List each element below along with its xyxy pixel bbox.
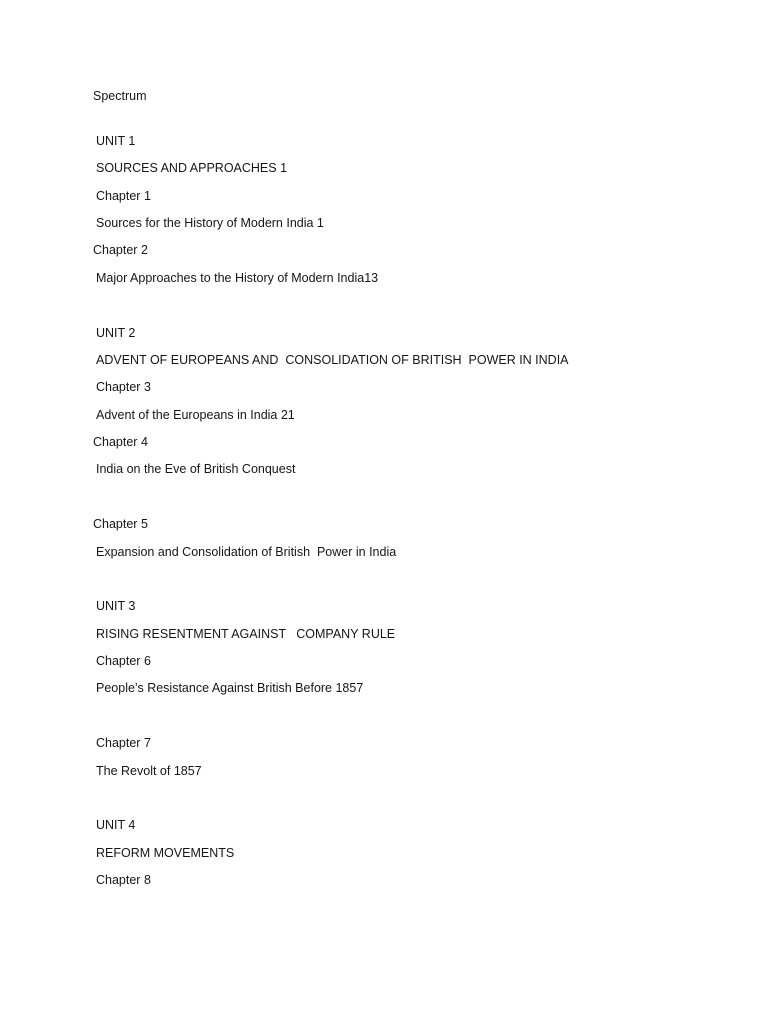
unit-title: REFORM MOVEMENTS	[96, 846, 235, 860]
unit-heading: UNIT 3	[96, 599, 136, 613]
chapter-heading: Chapter 1	[96, 189, 151, 203]
chapter-heading: Chapter 2	[93, 243, 148, 257]
unit-heading: UNIT 2	[96, 326, 136, 340]
chapter-title: People’s Resistance Against British Before 1857	[96, 681, 364, 695]
chapter-heading: Chapter 3	[96, 380, 151, 394]
chapter-title: Major Approaches to the History of Modern India13	[96, 271, 379, 285]
unit-title: RISING RESENTMENT AGAINST COMPANY RULE	[96, 627, 396, 641]
unit-heading: UNIT 4	[96, 818, 136, 832]
unit-title: ADVENT OF EUROPEANS AND CONSOLIDATION OF BRITISH POWER IN INDIA	[96, 353, 569, 367]
chapter-heading: Chapter 8	[96, 873, 151, 887]
unit-heading: UNIT 1	[96, 134, 136, 148]
chapter-title: Sources for the History of Modern India 1	[96, 216, 324, 230]
unit-title: SOURCES AND APPROACHES 1	[96, 161, 288, 175]
document-title: Spectrum	[93, 89, 147, 103]
chapter-title: India on the Eve of British Conquest	[96, 462, 296, 476]
chapter-heading: Chapter 7	[96, 736, 151, 750]
chapter-title: Expansion and Consolidation of British Power in India	[96, 545, 397, 559]
chapter-heading: Chapter 6	[96, 654, 151, 668]
chapter-heading: Chapter 5	[93, 517, 148, 531]
chapter-title: Advent of the Europeans in India 21	[96, 408, 295, 422]
chapter-title: The Revolt of 1857	[96, 764, 202, 778]
chapter-heading: Chapter 4	[93, 435, 148, 449]
